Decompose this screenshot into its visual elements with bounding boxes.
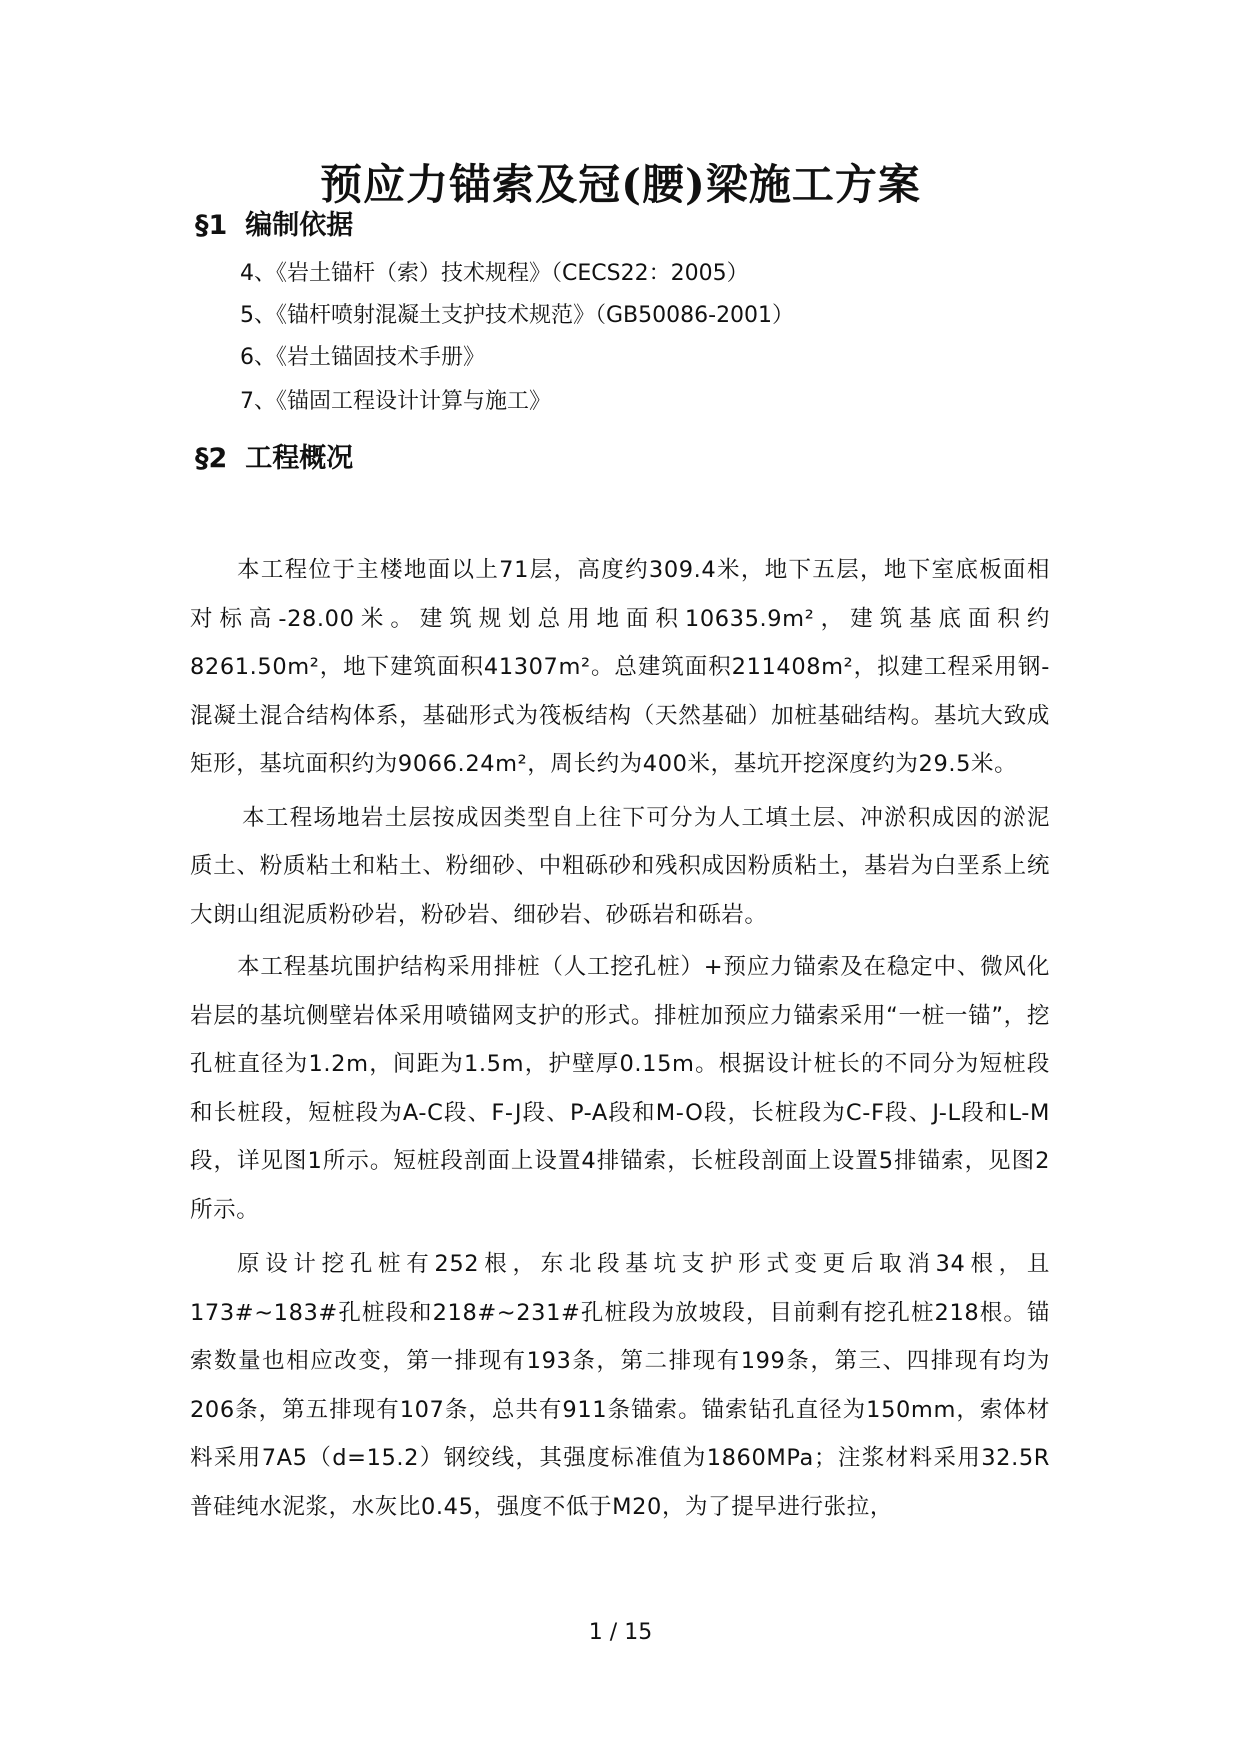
body-paragraph: 本工程位于主楼地面以上71层，高度约309.4米，地下五层，地下室底板面相对标高-28.00米。建筑规划总用地面积10635.9m²，建筑基底面积约8261.50m²，地下建筑面积41307m²。总建筑面积211408m²，拟建工程采用钢-混凝土混合结构体系，基础形式为筏板结构（天然基础）加桩基础结构。基坑大致成矩形，基坑面积约为9066.24m²，周长约为400米，基坑开挖深度约为29.5米。 bbox=[190, 557, 1050, 777]
section-2-title: 工程概况 bbox=[245, 443, 354, 474]
reference-item: 6、《岩土锚固技术手册》 bbox=[240, 345, 485, 370]
body-paragraph: 原设计挖孔桩有252根，东北段基坑支护形式变更后取消34根，且173#~183#孔桩段和218#~231#孔桩段为放坡段，目前剩有挖孔桩218根。锚索数量也相应改变，第一排现有193条，第二排现有199条，第三、四排现有均为206条，第五排现有107条，总共有911条锚索。锚索钻孔直径为150mm，索体材料采用7A5（d=15.2）钢绞线，其强度标准值为1860MPa；注浆材料采用32.5R普硅纯水泥浆，水灰比0.45，强度不低于M20，为了提早进行张拉， bbox=[190, 1251, 1050, 1520]
section-1-title: 编制依据 bbox=[245, 210, 354, 241]
section-2-heading bbox=[195, 441, 353, 477]
body-paragraph: 本工程场地岩土层按成因类型自上往下可分为人工填土层、冲淤积成因的淤泥质土、粉质粘土和粘土、粉细砂、中粗砾砂和残积成因粉质粘土，基岩为白垩系上统大朗山组泥质粉砂岩，粉砂岩、细砂岩、砂砾岩和砾岩。 bbox=[190, 804, 1050, 928]
section-1-heading bbox=[195, 208, 353, 244]
section-2-body bbox=[190, 546, 1050, 1531]
reference-item: 5、《锚杆喷射混凝土支护技术规范》（GB50086-2001） bbox=[240, 303, 795, 328]
reference-item: 7、《锚固工程设计计算与施工》 bbox=[240, 389, 551, 414]
body-paragraph: 本工程基坑围护结构采用排桩（人工挖孔桩）+预应力锚索及在稳定中、微风化岩层的基坑侧壁岩体采用喷锚网支护的形式。排桩加预应力锚索采用“一桩一锚”，挖孔桩直径为1.2m，间距为1.5m，护壁厚0.15m。根据设计桩长的不同分为短桩段和长桩段，短桩段为A-C段、F-J段、P-A段和M-O段，长桩段为C-F段、J-L段和L-M段，详见图1所示。短桩段剖面上设置4排锚索，长桩段剖面上设置5排锚索，见图2所示。 bbox=[190, 954, 1050, 1223]
document-title: 预应力锚索及冠(腰)梁施工方案 bbox=[320, 160, 921, 209]
section-1-number: §1 bbox=[195, 210, 228, 241]
page-indicator: 1 / 15 bbox=[588, 1620, 653, 1645]
reference-item: 4、《岩土锚杆（索）技术规程》（CECS22：2005） bbox=[240, 261, 749, 286]
section-2-number: §2 bbox=[195, 443, 228, 474]
